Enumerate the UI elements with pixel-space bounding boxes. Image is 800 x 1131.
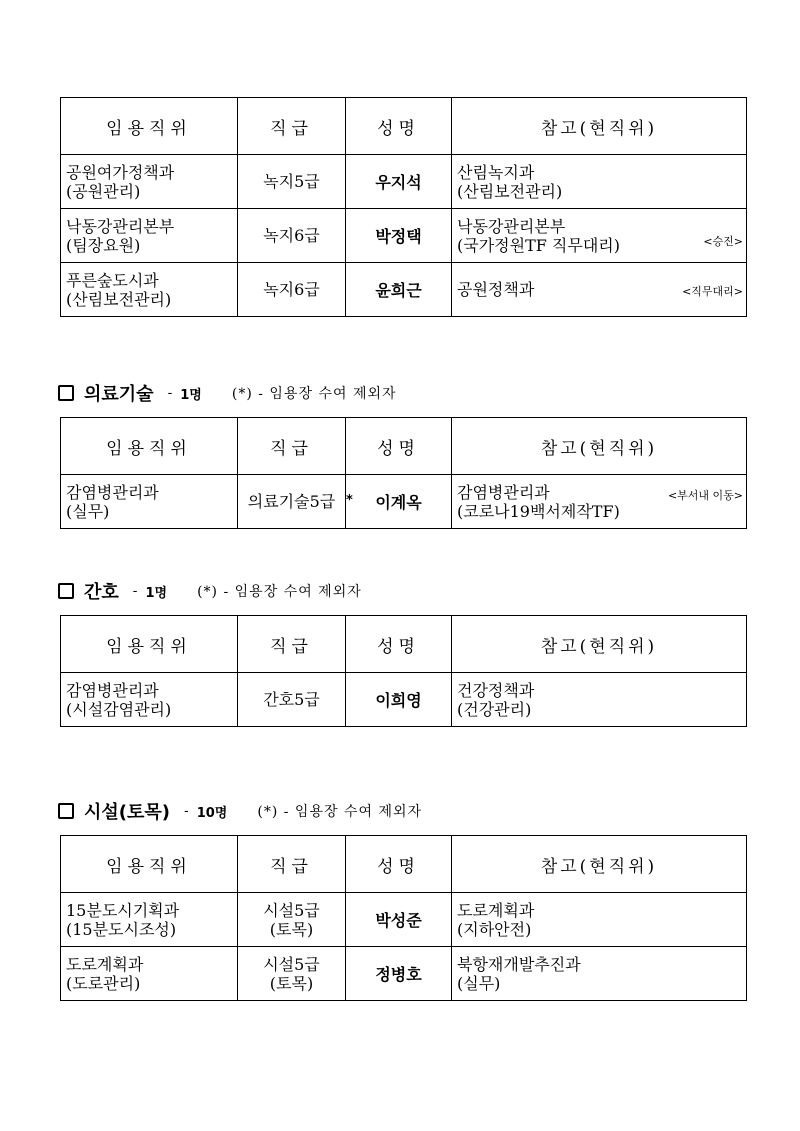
header-reference: 참고(현직위) — [452, 616, 747, 673]
checkbox-square-icon — [58, 803, 74, 819]
exclusion-star: * — [346, 492, 353, 508]
personnel-table-civil-facility — [60, 835, 747, 1001]
section-title: 시설(토목) — [84, 802, 171, 823]
reference-line: (건강관리) — [457, 699, 532, 719]
position-cell — [61, 155, 238, 209]
reference-cell — [452, 475, 747, 529]
reference-line: 감염병관리과 — [457, 482, 550, 502]
section-title: 간호 — [84, 582, 119, 603]
position-line: (공원관리) — [66, 181, 141, 201]
reference-cell — [452, 947, 747, 1001]
table-header-row — [61, 836, 747, 893]
reference-tag: <부서내 이동> — [667, 489, 743, 502]
section-count: 1명 — [145, 585, 168, 601]
table-row — [61, 673, 747, 727]
header-grade: 직급 — [238, 98, 346, 155]
table-row — [61, 893, 747, 947]
header-reference: 참고(현직위) — [452, 98, 747, 155]
name-cell: 윤희근 — [346, 263, 452, 317]
section-dash: - — [184, 803, 189, 819]
position-line: 도로계획과 — [66, 954, 144, 974]
position-cell — [61, 209, 238, 263]
section-heading-nursing — [58, 579, 362, 603]
section-count: 1명 — [180, 387, 202, 403]
grade-cell: 의료기술5급 — [238, 475, 346, 529]
position-line: 감염병관리과 — [66, 482, 159, 502]
reference-tag: <직무대리> — [682, 284, 743, 298]
header-grade: 직급 — [238, 616, 346, 673]
table-row — [61, 155, 747, 209]
table-row — [61, 947, 747, 1001]
name-cell: 정병호 — [346, 947, 452, 1001]
name-cell — [346, 475, 452, 529]
section-heading-civil-facility — [58, 799, 422, 823]
reference-cell — [452, 673, 747, 727]
grade-line: 시설5급 — [263, 954, 320, 974]
reference-cell — [452, 155, 747, 209]
section-note: (*) - 임용장 수여 제외자 — [231, 386, 397, 402]
position-line: (산림보전관리) — [66, 289, 172, 309]
grade-cell: 녹지5급 — [238, 155, 346, 209]
section-dash: - — [167, 385, 173, 401]
grade-cell — [238, 947, 346, 1001]
reference-cell — [452, 263, 747, 317]
position-line: (15분도시조성) — [66, 919, 177, 939]
grade-line: (토목) — [269, 973, 314, 993]
position-line: (실무) — [66, 501, 110, 521]
reference-line: 도로계획과 — [457, 900, 535, 920]
table-row — [61, 475, 747, 529]
checkbox-square-icon — [58, 583, 74, 599]
reference-line: 낙동강관리본부 — [457, 216, 566, 236]
grade-cell: 간호5급 — [238, 673, 346, 727]
table-header-row — [61, 98, 747, 155]
header-name: 성명 — [346, 616, 452, 673]
table-row — [61, 209, 747, 263]
reference-line: (지하안전) — [457, 919, 532, 939]
position-line: (도로관리) — [66, 973, 141, 993]
grade-line: 시설5급 — [263, 900, 320, 920]
position-line: (시설감염관리) — [66, 699, 172, 719]
position-cell — [61, 475, 238, 529]
position-line: 공원여가정책과 — [66, 162, 175, 182]
reference-line: (코로나19백서제작TF) — [457, 501, 620, 521]
section-note: (*) - 임용장 수여 제외자 — [197, 584, 362, 600]
name-cell: 박정택 — [346, 209, 452, 263]
header-grade: 직급 — [238, 836, 346, 893]
name-text: 이계옥 — [375, 493, 422, 512]
checkbox-square-icon — [58, 385, 74, 401]
position-line: 낙동강관리본부 — [66, 216, 175, 236]
header-position: 임용직위 — [61, 98, 238, 155]
header-name: 성명 — [346, 836, 452, 893]
personnel-table-medical-tech — [60, 417, 747, 529]
position-line: 15분도시기획과 — [66, 900, 180, 920]
personnel-table-top — [60, 97, 747, 317]
section-dash: - — [132, 583, 138, 599]
table-row — [61, 263, 747, 317]
header-grade: 직급 — [238, 418, 346, 475]
name-cell: 이희영 — [346, 673, 452, 727]
reference-tag: <승진> — [703, 235, 743, 248]
reference-line: (산림보전관리) — [457, 181, 563, 201]
position-line: 감염병관리과 — [66, 680, 159, 700]
header-position: 임용직위 — [61, 418, 238, 475]
position-cell — [61, 263, 238, 317]
grade-cell: 녹지6급 — [238, 263, 346, 317]
position-cell — [61, 893, 238, 947]
position-cell — [61, 673, 238, 727]
section-title: 의료기술 — [84, 384, 154, 405]
header-position: 임용직위 — [61, 616, 238, 673]
personnel-table-nursing — [60, 615, 747, 727]
section-count: 10명 — [196, 805, 228, 821]
reference-line: 건강정책과 — [457, 680, 535, 700]
section-heading-medical-tech — [58, 381, 397, 405]
reference-cell — [452, 209, 747, 263]
header-name: 성명 — [346, 418, 452, 475]
name-cell: 우지석 — [346, 155, 452, 209]
reference-line: 산림녹지과 — [457, 162, 535, 182]
reference-line: (국가정원TF 직무대리) — [457, 235, 620, 255]
header-reference: 참고(현직위) — [452, 418, 747, 475]
position-cell — [61, 947, 238, 1001]
grade-cell: 녹지6급 — [238, 209, 346, 263]
reference-line: (실무) — [457, 973, 501, 993]
table-header-row — [61, 418, 747, 475]
table-header-row — [61, 616, 747, 673]
name-cell: 박성준 — [346, 893, 452, 947]
header-name: 성명 — [346, 98, 452, 155]
reference-line: 북항재개발추진과 — [457, 954, 581, 974]
grade-line: (토목) — [269, 919, 314, 939]
header-position: 임용직위 — [61, 836, 238, 893]
section-note: (*) - 임용장 수여 제외자 — [257, 804, 423, 820]
reference-cell — [452, 893, 747, 947]
position-line: (팀장요원) — [66, 235, 141, 255]
reference-line: 공원정책과 — [457, 280, 535, 299]
position-line: 푸른숲도시과 — [66, 270, 159, 290]
header-reference: 참고(현직위) — [452, 836, 747, 893]
grade-cell — [238, 893, 346, 947]
